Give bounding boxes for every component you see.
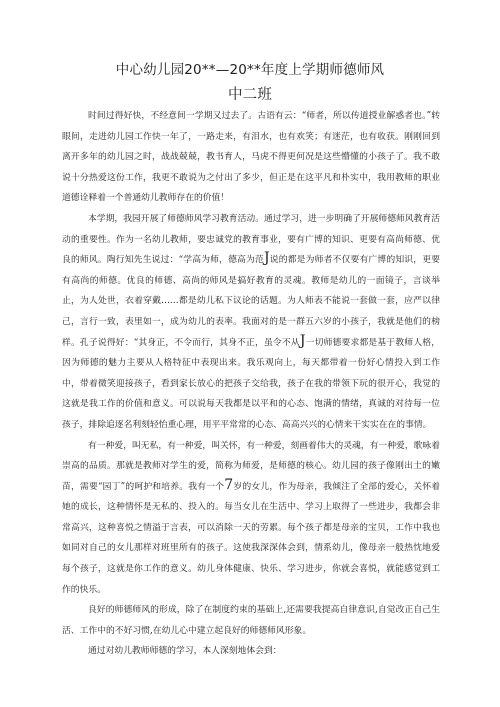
paragraph-text: 时间过得好快，不经意间一学期又过去了。古语有云：“师者，所以传道授业解惑者也。”转眼间，走进幼儿园工作快一年了，一路走来，有泪水，也有欢笑；有迷茫，也有收获。刚刚回到离开多年的幼儿园之时，战战兢兢，教书育人，马虎不得更何况是这些懵懂的小孩子了。我不敢说十分热爱这份工作，我更不敢说为之付出了多少，但正是在这平凡和朴实中，我用教师的职业道德诠释着一个普通幼儿教师存在的价值！ [62,111,440,204]
paragraph-text: 说的都是为师者不仅要有广博的知识，更要有高尚的师德。优良的师德、高尚的师风是搞好教育的灵魂。教师是幼儿的一面镜子，言谈举止，为人处世，衣着穿戴……都是幼儿私下议论的话题。为人师表不能说一套做一套，应严以律己，言行一致，表里如一，成为幼儿的表率。我面对的是一群五六岁的小孩子，我就是他们的榜样。孔子说得好：“其身正，不令而行，其身不正，虽令不从 [62,255,440,348]
paragraph-5 [62,641,440,662]
paragraph-text: 通过对幼儿教师师德的学习，本人深刻地体会到： [88,646,282,657]
paragraph-text: 良好的师德师风的形成，除了在制度约束的基础上,还需要我提高自律意识,自觉改正自己生活、工作中的不好习惯,在幼儿心中建立起良好的师德师风形象。 [62,605,440,636]
paragraph-1 [62,106,440,209]
document-subtitle: 中二班 [227,87,273,103]
stray-glyph: J [299,332,306,349]
paragraph-text: 有一种爱，叫无私，有一种爱，叫关怀，有一种爱，刻画着伟大的灵魂，有一种爱，歌咏着崇高的品质。那就是教师对学生的爱，简称为师爱，是师德的核心。幼儿园的孩子像刚出土的嫩苗，需要“园丁”的呵护和培养。我有一个 [62,440,440,492]
document-body [62,106,440,662]
paragraph-text: 岁的女儿，作为母亲，我倾注了全部的爱心，关怀着她的成长，这种情怀是无私的、投入的。每当女儿在生活中、学习上取得了一些进步，我都会非常高兴，这种喜悦之情溢于言表，可以消除一天的劳累。每个孩子都是母亲的宝贝，工作中我也如同对自己的女儿那样对班里所有的孩子。这使我深深体会到，情系幼儿，像母亲一般热忱地爱每个孩子，这就是你工作的意义。幼儿身体健康、快乐、学习进步，你就会喜悦，就能感觉到工作的快乐。 [62,481,440,595]
stray-glyph: 7 [224,476,234,493]
paragraph-2 [62,209,440,436]
paragraph-text: 本学期，我园开展了师德师风学习教育活动。通过学习，进一步明确了开展师德师风教育活动的重要性。作为一名幼儿教师，要忠诚党的教育事业，要有广博的知识、更要有高尚师德、优良的师风。陶行知先生说过：“学高为师，德高为范 [62,213,440,266]
paragraph-4 [62,600,440,641]
paragraph-text: 一切师德要求都是基于教师人格，因为师德的魅力主要从人格特征中表现出来。我乐观向上，每天都带着一份好心情投入到工作中，带着微笑迎接孩子，看到家长放心的把孩子交给我，孩子在我的带领下玩的很开心，我觉的这就是我工作的价值和意义。可以说每天我都是以平和的心态、饱满的情绪，真诚的对待每一位孩子，排除追逐名利刻轻怡重心理，用平平常常的心态、高高兴兴的心情来干实实在在的事情。 [62,337,440,430]
document-title: 中心幼儿园20**—20**年度上学期师德师风 [115,62,385,78]
paragraph-3 [62,436,440,601]
stray-glyph: J [263,250,270,267]
